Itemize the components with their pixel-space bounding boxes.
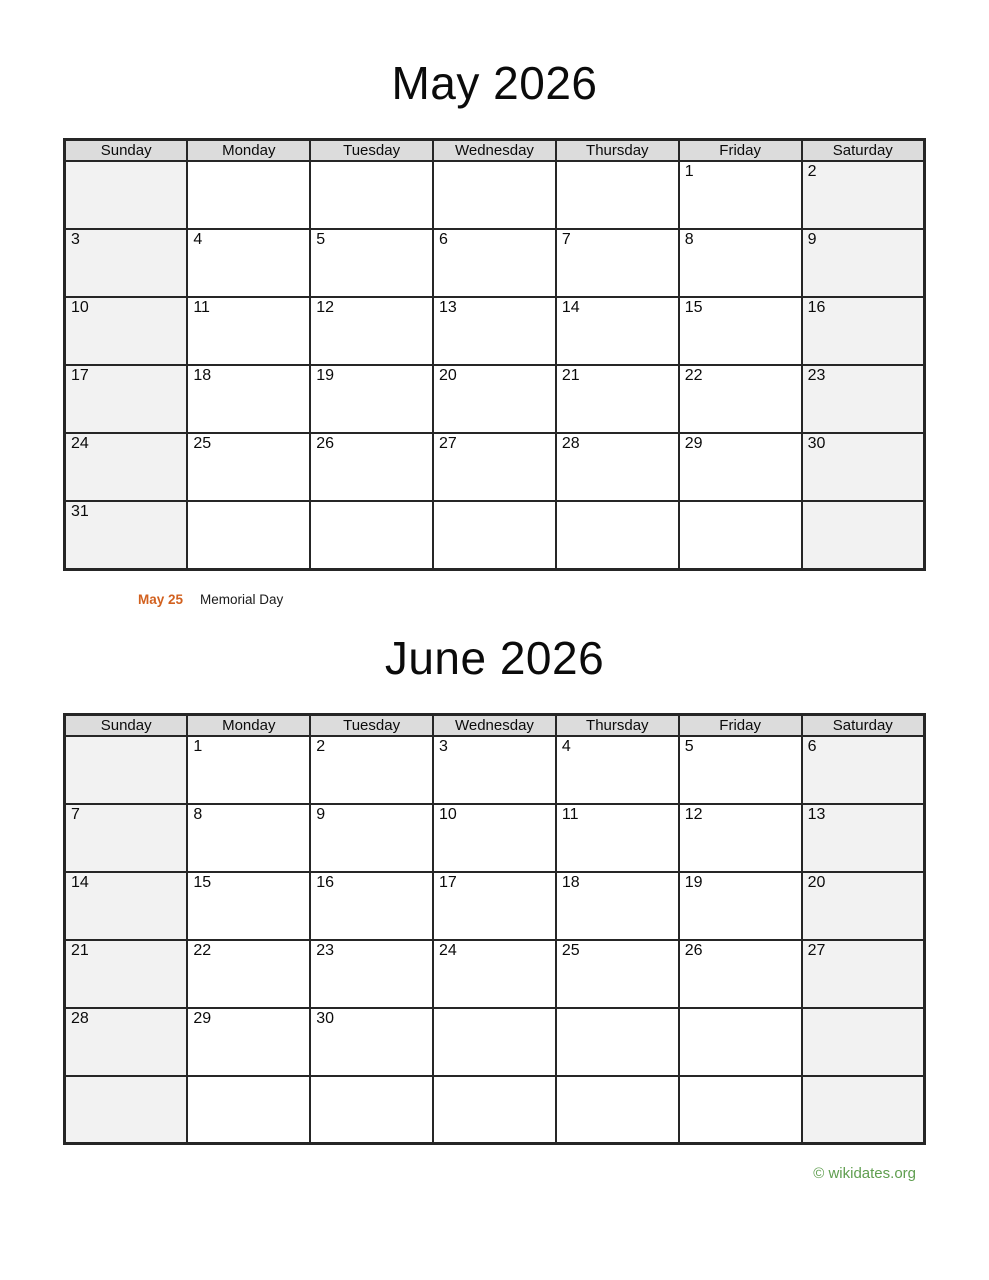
calendar-day-cell: 6 — [433, 229, 556, 297]
calendar-day-cell: 4 — [187, 229, 310, 297]
holiday-label: Memorial Day — [200, 591, 284, 607]
week-row — [65, 872, 925, 940]
calendar-day-cell: 28 — [556, 433, 679, 501]
weekday-header: Friday — [679, 140, 802, 162]
calendar-day-cell: 27 — [433, 433, 556, 501]
calendar-day-cell: 15 — [187, 872, 310, 940]
calendar-day-cell: 4 — [556, 736, 679, 804]
calendar-day-cell: 6 — [802, 736, 925, 804]
calendar-day-cell: 14 — [556, 297, 679, 365]
calendar-empty-cell — [310, 161, 433, 229]
weekday-header: Thursday — [556, 714, 679, 736]
calendar-day-cell: 26 — [310, 433, 433, 501]
june-calendar-table — [63, 713, 926, 1146]
calendar-day-cell: 13 — [433, 297, 556, 365]
calendar-day-cell: 3 — [433, 736, 556, 804]
calendar-day-cell: 21 — [65, 940, 188, 1008]
week-row — [65, 433, 925, 501]
calendar-empty-cell — [65, 161, 188, 229]
calendar-day-cell: 2 — [802, 161, 925, 229]
calendar-day-cell: 9 — [310, 804, 433, 872]
calendar-empty-cell — [187, 1076, 310, 1144]
calendar-day-cell: 18 — [187, 365, 310, 433]
calendar-empty-cell — [433, 1008, 556, 1076]
calendar-day-cell: 5 — [310, 229, 433, 297]
calendar-empty-cell — [433, 161, 556, 229]
calendar-day-cell: 14 — [65, 872, 188, 940]
calendar-day-cell: 24 — [65, 433, 188, 501]
calendar-day-cell: 1 — [187, 736, 310, 804]
calendar-day-cell: 19 — [679, 872, 802, 940]
calendar-empty-cell — [802, 1076, 925, 1144]
calendar-empty-cell — [802, 1008, 925, 1076]
week-row — [65, 736, 925, 804]
month-title-may: May 2026 — [391, 57, 598, 109]
week-row — [65, 297, 925, 365]
calendar-day-cell: 7 — [556, 229, 679, 297]
weekday-header: Sunday — [65, 140, 188, 162]
calendar-empty-cell — [556, 1008, 679, 1076]
week-row — [65, 501, 925, 569]
calendar-day-cell: 27 — [802, 940, 925, 1008]
calendar-day-cell: 17 — [65, 365, 188, 433]
holiday-note — [138, 592, 926, 607]
weekday-header: Monday — [187, 140, 310, 162]
calendar-day-cell: 21 — [556, 365, 679, 433]
month-title-june: June 2026 — [384, 631, 605, 684]
calendar-day-cell: 3 — [65, 229, 188, 297]
calendar-day-cell: 1 — [679, 161, 802, 229]
calendar-empty-cell — [556, 161, 679, 229]
calendar-day-cell: 22 — [187, 940, 310, 1008]
calendar-empty-cell — [65, 736, 188, 804]
calendar-empty-cell — [556, 501, 679, 569]
weekday-header: Wednesday — [433, 714, 556, 736]
calendar-day-cell: 11 — [187, 297, 310, 365]
weekday-header: Saturday — [802, 140, 925, 162]
calendar-day-cell: 2 — [310, 736, 433, 804]
weekday-header: Saturday — [802, 714, 925, 736]
calendar-day-cell: 28 — [65, 1008, 188, 1076]
calendar-empty-cell — [310, 501, 433, 569]
calendar-day-cell: 23 — [802, 365, 925, 433]
calendar-empty-cell — [556, 1076, 679, 1144]
week-row — [65, 804, 925, 872]
calendar-day-cell: 29 — [679, 433, 802, 501]
calendar-day-cell: 22 — [679, 365, 802, 433]
calendar-day-cell: 30 — [802, 433, 925, 501]
week-row — [65, 1008, 925, 1076]
calendar-empty-cell — [679, 1076, 802, 1144]
calendar-day-cell: 11 — [556, 804, 679, 872]
calendar-day-cell: 16 — [802, 297, 925, 365]
calendar-day-cell: 7 — [65, 804, 188, 872]
calendar-empty-cell — [433, 501, 556, 569]
calendar-day-cell: 16 — [310, 872, 433, 940]
calendar-day-cell: 10 — [433, 804, 556, 872]
calendar-day-cell: 17 — [433, 872, 556, 940]
weekday-header: Wednesday — [433, 140, 556, 162]
calendar-day-cell: 20 — [433, 365, 556, 433]
week-row — [65, 1076, 925, 1144]
weekday-header: Thursday — [556, 140, 679, 162]
weekday-header: Monday — [187, 714, 310, 736]
calendar-day-cell: 12 — [310, 297, 433, 365]
week-row — [65, 161, 925, 229]
may-calendar-table — [63, 138, 926, 571]
calendar-day-cell: 9 — [802, 229, 925, 297]
weekday-header: Tuesday — [310, 140, 433, 162]
weekday-header-row — [65, 714, 925, 736]
week-row — [65, 940, 925, 1008]
calendar-day-cell: 12 — [679, 804, 802, 872]
calendar-empty-cell — [65, 1076, 188, 1144]
weekday-header: Sunday — [65, 714, 188, 736]
calendar-day-cell: 5 — [679, 736, 802, 804]
weekday-header: Tuesday — [310, 714, 433, 736]
wikidates-attribution: © wikidates.org — [813, 1165, 916, 1183]
calendar-empty-cell — [187, 161, 310, 229]
calendar-empty-cell — [802, 501, 925, 569]
calendar-empty-cell — [679, 501, 802, 569]
calendar-day-cell: 20 — [802, 872, 925, 940]
calendar-day-cell: 29 — [187, 1008, 310, 1076]
calendar-empty-cell — [433, 1076, 556, 1144]
calendar-day-cell: 13 — [802, 804, 925, 872]
calendar-day-cell: 19 — [310, 365, 433, 433]
calendar-empty-cell — [679, 1008, 802, 1076]
calendar-day-cell: 15 — [679, 297, 802, 365]
calendar-day-cell: 31 — [65, 501, 188, 569]
calendar-empty-cell — [187, 501, 310, 569]
week-row — [65, 229, 925, 297]
calendar-day-cell: 26 — [679, 940, 802, 1008]
calendar-day-cell: 10 — [65, 297, 188, 365]
holiday-date: May 25 — [138, 591, 184, 607]
calendar-day-cell: 30 — [310, 1008, 433, 1076]
calendar-day-cell: 24 — [433, 940, 556, 1008]
calendar-day-cell: 25 — [187, 433, 310, 501]
calendar-day-cell: 18 — [556, 872, 679, 940]
calendar-day-cell: 8 — [679, 229, 802, 297]
calendar-day-cell: 8 — [187, 804, 310, 872]
weekday-header: Friday — [679, 714, 802, 736]
calendar-empty-cell — [310, 1076, 433, 1144]
week-row — [65, 365, 925, 433]
calendar-day-cell: 23 — [310, 940, 433, 1008]
weekday-header-row — [65, 140, 925, 162]
calendar-day-cell: 25 — [556, 940, 679, 1008]
